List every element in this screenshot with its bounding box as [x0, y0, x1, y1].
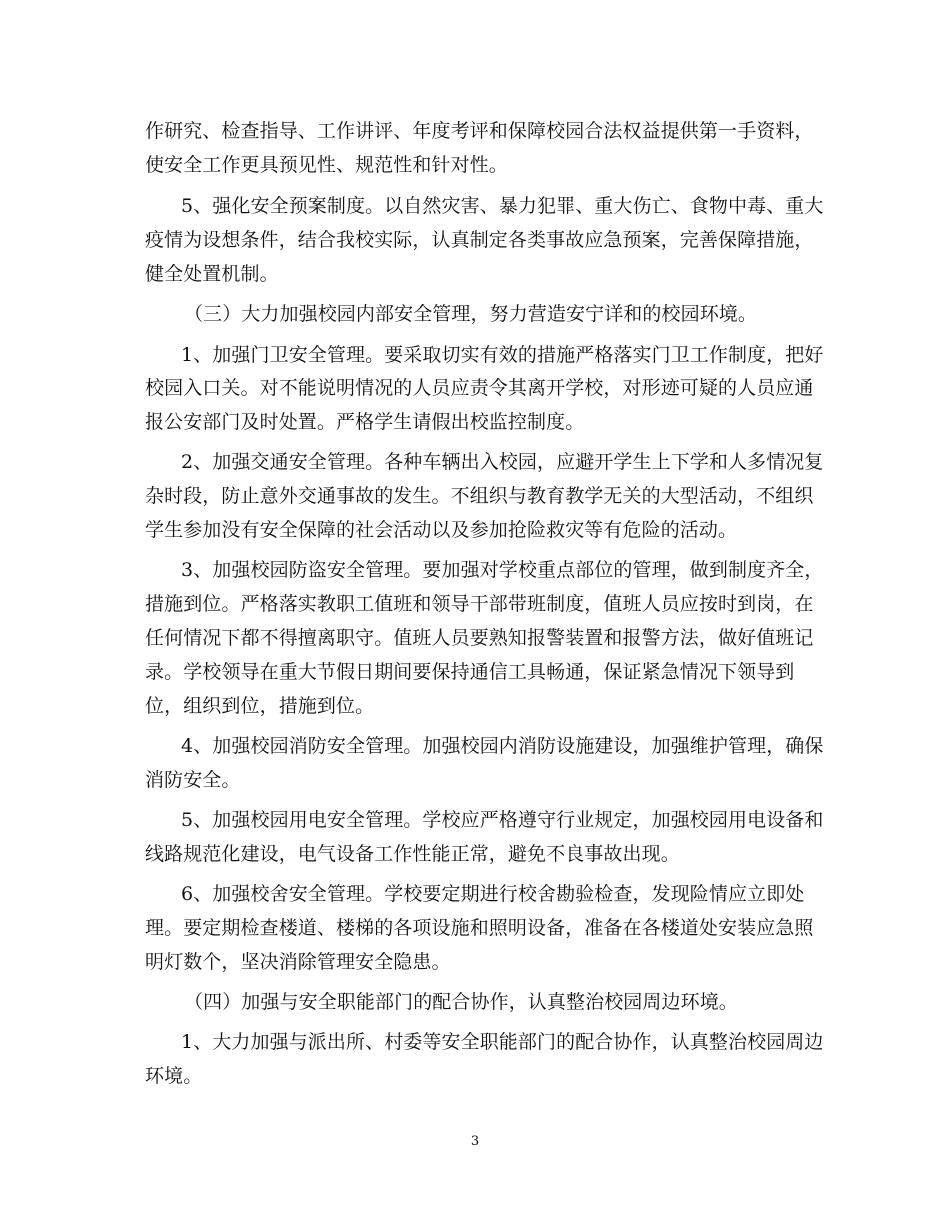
body-text-line: 消防安全。: [145, 769, 241, 791]
body-text-line: 5、强化安全预案制度。以自然灾害、暴力犯罪、重大伤亡、食物中毒、重大: [181, 195, 824, 217]
body-text-line: 疫情为设想条件，结合我校实际，认真制定各类事故应急预案，完善保障措施，: [145, 229, 814, 251]
body-text-line: 作研究、检查指导、工作讲评、年度考评和保障校园合法权益提供第一手资料，: [145, 120, 814, 142]
page-number: 3: [470, 1134, 480, 1149]
section-heading: （三）大力加强校园内部安全管理，努力营造安宁详和的校园环境。: [184, 303, 758, 325]
body-text-line: 环境。: [145, 1065, 203, 1087]
body-text-line: 杂时段，防止意外交通事故的发生。不组织与教育教学无关的大型活动，不组织: [145, 485, 814, 507]
body-text-line: 健全处置机制。: [145, 263, 279, 285]
body-text-line: 任何情况下都不得擅离职守。值班人员要熟知报警装置和报警方法，做好值班记: [145, 627, 814, 649]
body-text-line: 明灯数个，坚决消除管理安全隐患。: [145, 951, 451, 973]
body-text-line: 使安全工作更具预见性、规范性和针对性。: [145, 154, 508, 176]
body-text-line: 报公安部门及时处置。严格学生请假出校监控制度。: [145, 411, 585, 433]
section-heading: （四）加强与安全职能部门的配合协作，认真整治校园周边环境。: [184, 991, 738, 1013]
body-text-line: 学生参加没有安全保障的社会活动以及参加抢险救灾等有危险的活动。: [145, 519, 738, 541]
body-text-line: 4、加强校园消防安全管理。加强校园内消防设施建设，加强维护管理，确保: [181, 735, 824, 757]
body-text-line: 校园入口关。对不能说明情况的人员应责令其离开学校，对形迹可疑的人员应通: [145, 377, 814, 399]
body-text-line: 2、加强交通安全管理。各种车辆出入校园，应避开学生上下学和人多情况复: [181, 451, 824, 473]
body-text-line: 线路规范化建设，电气设备工作性能正常，避免不良事故出现。: [145, 843, 680, 865]
body-text-line: 6、加强校舍安全管理。学校要定期进行校舍勘验检查，发现险情应立即处: [181, 883, 805, 905]
body-text-line: 措施到位。严格落实教职工值班和领导干部带班制度，值班人员应按时到岗，在: [145, 593, 814, 615]
body-text-line: 3、加强校园防盗安全管理。要加强对学校重点部位的管理，做到制度齐全，: [181, 559, 824, 581]
body-text-line: 录。学校领导在重大节假日期间要保持通信工具畅通，保证紧急情况下领导到: [145, 661, 795, 683]
body-text-line: 位，组织到位，措施到位。: [145, 695, 375, 717]
body-text-line: 理。要定期检查楼道、楼梯的各项设施和照明设备，准备在各楼道处安装应急照: [145, 917, 814, 939]
body-text-line: 5、加强校园用电安全管理。学校应严格遵守行业规定，加强校园用电设备和: [181, 809, 824, 831]
body-text-line: 1、大力加强与派出所、村委等安全职能部门的配合协作，认真整治校园周边: [181, 1031, 824, 1053]
body-text-line: 1、加强门卫安全管理。要采取切实有效的措施严格落实门卫工作制度，把好: [181, 344, 824, 366]
